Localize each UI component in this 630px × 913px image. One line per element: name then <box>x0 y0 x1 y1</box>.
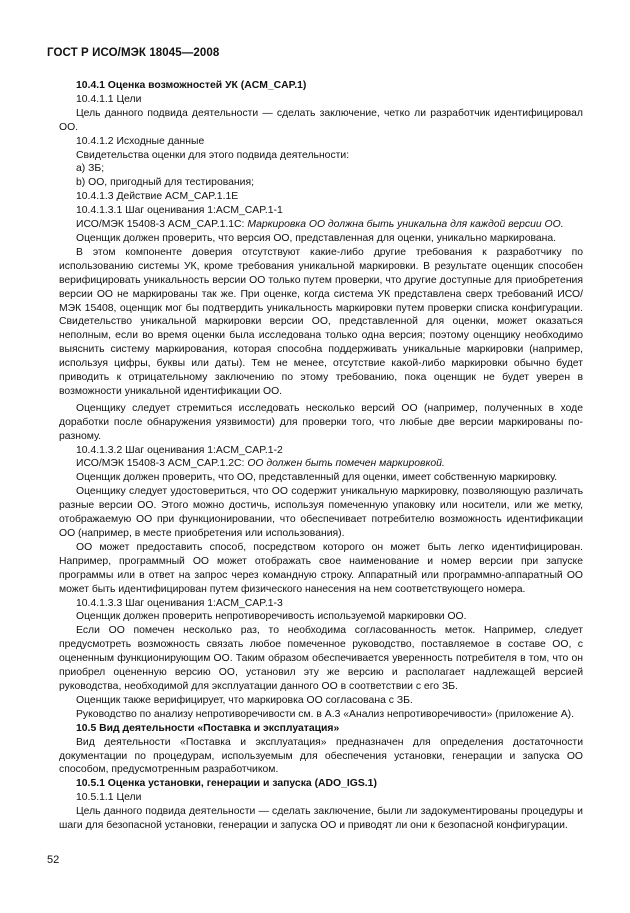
paragraph: Оценщику следует удостовериться, что ОО содержит уникальную маркировку, позволяющую различать разные версии ОО. Этого можно достичь, используя помеченную упаковку или носители, или же метку, отображаемую ОО при функционировании, что обеспечивает потребителю возможность идентификации ОО (например, в месте приобретения или использования). <box>59 486 583 539</box>
subsection-heading: 10.4.1.3.1 Шаг оценивания 1:ACM_CAP.1-1 <box>76 205 283 217</box>
paragraph: Свидетельства оценки для этого подвида деятельности: <box>76 149 350 161</box>
paragraph: Оценщик должен проверить, что версия ОО, представленная для оценки, уникально маркирована. <box>76 232 557 244</box>
requirement-ref: ИСО/МЭК 15408-3 ACM_CAP.1.2C: <box>76 458 245 470</box>
paragraph: Если ОО помечен несколько раз, то необходима согласованность меток. Например, следует предусмотреть возможность связать любое помеченное руководство, поставляемое в составе ОО, с оцененным функционирующим ОО. Таким образом обеспечивается уверенность потребителя в том, что он приобрел оцененную версию ОО, установил эту же версию и располагает надлежащей версией руководства, необходимой для эксплуатации данного ОО в соответствии с его ЗБ. <box>59 625 583 692</box>
subsection-heading: 10.4.1.2 Исходные данные <box>76 135 205 147</box>
paragraph: ОО может предоставить способ, посредством которого он может быть легко идентифицирован. Например, программный ОО может отображать свое наименование и номер версии при запуске программы или в ответ на запрос через командную строку. Аппаратный или программно-аппаратный ОО может быть идентифицирован путем физического нанесения на нем соответствующего номера. <box>59 541 583 595</box>
subsection-heading: 10.4.1.3 Действие ACM_CAP.1.1E <box>76 191 239 203</box>
section-heading-10-5: 10.5 Вид деятельности «Поставка и эксплуатация» <box>76 722 340 734</box>
requirement-text: Маркировка ОО должна быть уникальна для каждой версии ОО. <box>247 219 564 231</box>
paragraph: Оценщик должен проверить непротиворечивость используемой маркировки ОО. <box>76 611 467 623</box>
requirement-ref: ИСО/МЭК 15408-3 ACM_CAP.1.1C: <box>76 219 245 231</box>
page-content <box>59 79 583 833</box>
paragraph: Вид деятельности «Поставка и эксплуатация» предназначен для определения достаточности документации по процедурам, используемым для обеспечения установки, генерации и запуска ОО способом, предусмотренным разработчиком. <box>59 736 583 776</box>
page-header: ГОСТ Р ИСО/МЭК 18045—2008 <box>47 47 220 59</box>
section-heading-10-4-1: 10.4.1 Оценка возможностей УК (ACM_CAP.1) <box>76 80 307 91</box>
paragraph: В этом компоненте доверия отсутствуют какие-либо другие требования к разработчику по использованию системы УК, кроме требования уникальной маркировки. В результате оценщик способен верифицировать уникальность версии ОО только путем проверки, что другие доступные для приобретения версии ОО не маркированы так же. При оценке, когда система УК представлена сверх требований ИСО/МЭК 15408, оценщик мог бы подтвердить уникальность маркировки путем проверки списка конфигурации. Свидетельство уникальной маркировки версии ОО, представленной для оценки, может оказаться неполным, если во время оценки была исследована только одна версия; поэтому оценщику необходимо выяснить систему маркирования, которая способна поддерживать уникальные маркировки (например, используя цифры, буквы или даты). Тем не менее, отсутствие какой-либо маркировки обычно будет приводить к отрицательному заключению по этому требованию, пока оценщик не будет уверен в возможности уникальной идентификации ОО. <box>59 246 583 397</box>
list-item: a) ЗБ; <box>76 163 105 175</box>
paragraph: Цель данного подвида деятельности — сделать заключение, четко ли разработчик идентифицировал ОО. <box>59 107 583 133</box>
requirement-paragraph <box>59 218 583 232</box>
requirement-paragraph <box>59 457 583 471</box>
subsection-heading: 10.4.1.3.2 Шаг оценивания 1:ACM_CAP.1-2 <box>76 444 283 456</box>
paragraph: Руководство по анализу непротиворечивости см. в А.3 «Анализ непротиворечивости» (приложение А). <box>76 708 574 720</box>
subsection-heading: 10.4.1.3.3 Шаг оценивания 1:ACM_CAP.1-3 <box>76 597 283 609</box>
requirement-text: ОО должен быть помечен маркировкой. <box>247 458 445 470</box>
paragraph: Цель данного подвида деятельности — сделать заключение, были ли задокументированы процедуры и шаги для безопасной установки, генерации и запуска ОО и приводят ли они к безопасной конфигурации. <box>59 806 583 832</box>
paragraph: Оценщик должен проверить, что ОО, представленный для оценки, имеет собственную маркировку. <box>76 472 558 484</box>
subsection-heading: 10.5.1.1 Цели <box>76 792 142 804</box>
page-number: 52 <box>47 854 60 866</box>
paragraph: Оценщик также верифицирует, что маркировка ОО согласована с ЗБ. <box>76 694 413 706</box>
section-heading-10-5-1: 10.5.1 Оценка установки, генерации и запуска (ADO_IGS.1) <box>76 778 377 790</box>
subsection-heading: 10.4.1.1 Цели <box>76 93 142 105</box>
list-item: b) ОО, пригодный для тестирования; <box>76 177 254 189</box>
paragraph: Оценщику следует стремиться исследовать несколько версий ОО (например, полученных в ходе доработки после обнаружения уязвимости) для проверки того, что любые две версии маркированы по-разному. <box>59 402 583 442</box>
